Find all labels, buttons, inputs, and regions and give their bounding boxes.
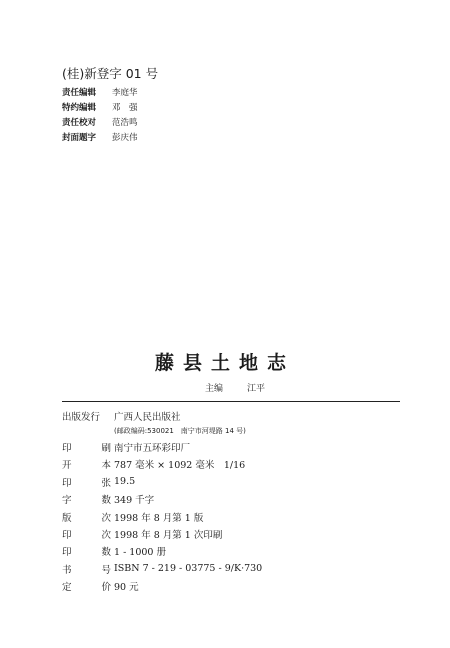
spec-row bbox=[62, 560, 262, 577]
spec-value: 1998 年 8 月第 1 次印刷 bbox=[114, 530, 223, 542]
spec-label-char: 字 bbox=[62, 495, 72, 507]
spec-label-char: 版 bbox=[62, 512, 72, 524]
spec-label bbox=[62, 579, 114, 593]
staff-name: 李庭华 bbox=[112, 87, 138, 98]
spec-row bbox=[62, 456, 262, 473]
book-title: 藤县土地志 bbox=[154, 352, 295, 374]
spec-value: 南宁市五环彩印厂 bbox=[114, 443, 191, 455]
spec-row bbox=[62, 508, 262, 525]
spec-label-char: 次 bbox=[101, 530, 111, 542]
staff-role: 责任校对 bbox=[62, 117, 97, 128]
spec-row bbox=[62, 491, 262, 508]
staff-row bbox=[62, 84, 138, 99]
spec-label-char: 印 bbox=[62, 530, 72, 542]
spec-label bbox=[62, 544, 114, 558]
spec-label-char: 张 bbox=[101, 477, 111, 489]
staff-name: 范浩鸣 bbox=[112, 117, 138, 128]
editor-name: 江平 bbox=[247, 384, 266, 394]
staff-row bbox=[62, 114, 138, 129]
spec-label bbox=[62, 492, 114, 506]
spec-row bbox=[62, 525, 262, 542]
spec-row bbox=[62, 578, 262, 595]
spec-value: ISBN 7 - 219 - 03775 - 9/K·730 bbox=[114, 563, 263, 575]
staff-name: 邓 强 bbox=[112, 102, 138, 113]
spec-label-char: 价 bbox=[101, 582, 111, 594]
publication-specs bbox=[62, 407, 262, 595]
spec-label-char: 数 bbox=[101, 547, 111, 559]
staff-role: 封面题字 bbox=[62, 132, 97, 143]
spec-label-char: 数 bbox=[101, 495, 111, 507]
spec-value: 787 毫米 × 1092 毫米 1/16 bbox=[114, 460, 246, 472]
spec-label bbox=[62, 457, 114, 471]
spec-label bbox=[62, 510, 114, 524]
publisher-label: 出版发行 bbox=[62, 411, 101, 423]
spec-label-char: 印 bbox=[62, 547, 72, 559]
staff-row bbox=[62, 129, 138, 144]
staff-role: 责任编辑 bbox=[62, 87, 97, 98]
spec-label-char: 号 bbox=[101, 564, 111, 576]
staff-role: 特约编辑 bbox=[62, 102, 97, 113]
spec-label-char: 本 bbox=[101, 460, 111, 472]
spec-label-char: 次 bbox=[101, 512, 111, 524]
spec-label-char: 开 bbox=[62, 460, 72, 472]
spec-value: 1 - 1000 册 bbox=[114, 547, 166, 559]
spec-label-char: 印 bbox=[62, 477, 72, 489]
spec-value: 1998 年 8 月第 1 版 bbox=[114, 512, 204, 524]
staff-row bbox=[62, 99, 138, 114]
spec-label bbox=[62, 440, 114, 454]
spec-row bbox=[62, 473, 262, 490]
divider-rule bbox=[62, 401, 400, 402]
editor-label: 主编 bbox=[205, 384, 224, 394]
spec-value: 19.5 bbox=[114, 476, 136, 488]
publisher-value: 广西人民出版社 bbox=[114, 411, 181, 423]
spec-label-char: 印 bbox=[62, 443, 72, 455]
spec-row bbox=[62, 543, 262, 560]
spec-label bbox=[62, 562, 114, 576]
staff-name: 彭庆伟 bbox=[112, 132, 138, 143]
registration-number: (桂)新登字 01 号 bbox=[62, 66, 159, 81]
spec-label-char: 书 bbox=[62, 564, 72, 576]
spec-label bbox=[62, 475, 114, 489]
spec-label bbox=[62, 527, 114, 541]
publisher-row bbox=[62, 407, 262, 424]
publisher-address: (邮政编码:530021 南宁市河堤路 14 号) bbox=[114, 427, 246, 436]
spec-value: 349 千字 bbox=[114, 495, 155, 507]
staff-credits bbox=[62, 84, 138, 144]
chief-editor bbox=[205, 381, 265, 394]
spec-row bbox=[62, 438, 262, 455]
spec-label-char: 定 bbox=[62, 582, 72, 594]
spec-value: 90 元 bbox=[114, 582, 139, 594]
spec-label-char: 刷 bbox=[101, 443, 111, 455]
